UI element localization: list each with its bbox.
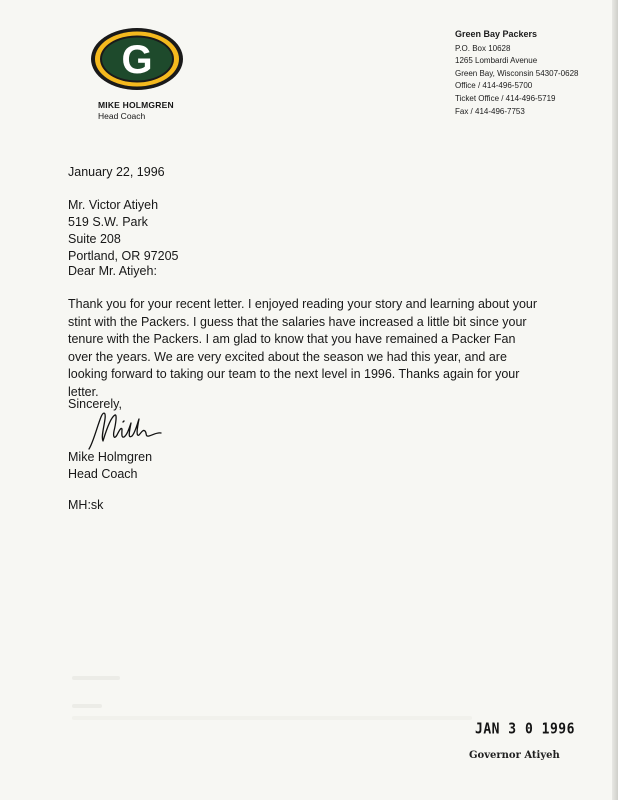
signer-name: Mike Holmgren	[68, 450, 153, 464]
address-line: P.O. Box 10628	[455, 43, 511, 53]
recipient-address	[68, 197, 179, 265]
recipient-line: Suite 208	[68, 232, 121, 246]
salutation: Dear Mr. Atiyeh:	[68, 264, 157, 278]
body-line: tenure with the Packers. I am glad to know that you have remained a Packer Fan	[68, 332, 516, 347]
organization-name: Green Bay Packers	[455, 29, 538, 39]
office-phone: Office / 414-496-5700	[455, 81, 533, 91]
recipient-office-stamp: Governor Atiyeh	[469, 750, 560, 761]
bleed-through-mark	[72, 716, 472, 720]
body-line: Thank you for your recent letter. I enjoyed reading your story and learning about your	[68, 297, 538, 311]
closing: Sincerely,	[68, 397, 122, 411]
signature-block	[68, 449, 152, 483]
typist-initials: MH:sk	[68, 498, 104, 512]
body-line: looking forward to taking our team to the next level in 1996. Thanks again for your	[68, 367, 520, 382]
body-line: over the years. We are very excited about the season we had this year, and are	[68, 349, 507, 364]
packers-g-logo-icon	[90, 27, 184, 91]
recipient-line: Portland, OR 97205	[68, 249, 179, 263]
return-address	[455, 28, 578, 118]
body-line: letter.	[68, 384, 99, 399]
ticket-office-phone: Ticket Office / 414-496-5719	[455, 93, 556, 103]
address-line: Green Bay, Wisconsin 54307-0628	[455, 68, 579, 78]
signer-title: Head Coach	[68, 467, 138, 481]
recipient-line: 519 S.W. Park	[68, 215, 148, 229]
bleed-through-mark	[72, 676, 120, 680]
recipient-line: Mr. Victor Atiyeh	[68, 198, 159, 212]
handwritten-signature	[85, 405, 175, 453]
fax-number: Fax / 414-496-7753	[455, 106, 525, 116]
letter-body	[68, 296, 583, 402]
address-line: 1265 Lombardi Avenue	[455, 56, 538, 66]
signature-stroke	[89, 413, 161, 449]
body-line: stint with the Packers. I guess that the salaries have increased a little bit since your	[68, 314, 527, 329]
sender-title: Head Coach	[98, 111, 146, 121]
coach-block	[98, 100, 174, 122]
bleed-through-mark	[72, 704, 102, 708]
logo-letter: G	[121, 38, 153, 82]
signature-dot	[123, 421, 124, 422]
paper-edge	[612, 0, 618, 800]
letter-date: January 22, 1996	[68, 165, 165, 179]
received-date-stamp: JAN 3 0 1996	[475, 720, 575, 739]
sender-name: MIKE HOLMGREN	[98, 100, 174, 110]
